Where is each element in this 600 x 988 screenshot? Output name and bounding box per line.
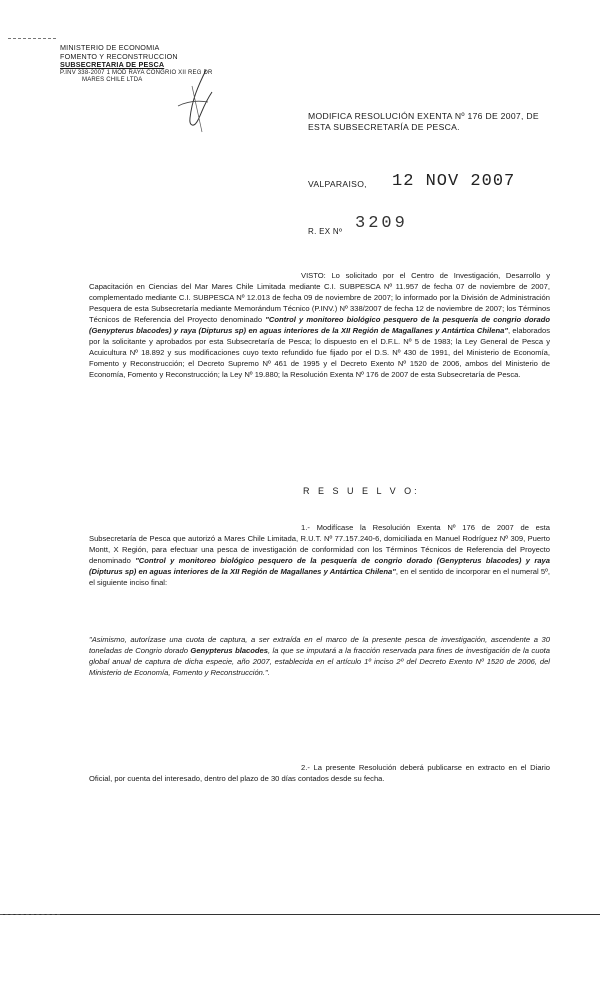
header-subsecretaria: SUBSECRETARIA DE PESCA [60,60,165,70]
quoted-clause [89,634,550,678]
resuelvo-heading: R E S U E L V O: [303,486,420,496]
quote-species: Genypterus blacodes [190,646,268,655]
visto-paragraph [89,270,550,380]
header-fomento: FOMENTO Y RECONSTRUCCION [60,51,178,61]
header-ministry: MINISTERIO DE ECONOMIA [60,43,160,52]
visto-intro: VISTO: Lo solicitado por el Centro de Investigación, Desarrollo y Capacitación en Ciencias del Mar Mares Chile Limitada mediante C.I. SUBPESCA Nº 11.957 de fecha 07 de noviembre de 2007, complementado mediante C.I. SUBPESCA Nº 12.013 de fecha 09 de noviembre de 2007; lo informado por la División de Administración Pesquera de esta Subsecretaría mediante Memorándum Técnico (P.INV.) Nº 338/2007 de fecha 12 de noviembre de 2007; los Términos Técnicos de Referencia del Proyecto denominado [89,271,550,324]
footer-divider [0,914,600,915]
visto-rest: , elaborados por la solicitante y aprobados por esta Subsecretaría de Pesca; lo dispuesto en el D.F.L. Nº 5 de 1983; la Ley General de Pesca y Acuicultura Nº 18.892 y sus modificaciones cuyo texto refundido fue fijado por el D.S. Nº 430 de 1991, del Ministerio de Economía, Fomento y Reconstrucción; el Decreto Supremo Nº 461 de 1995 y el Decreto Exento Nº 1520 de 2006, ambos del Ministerio de Economía, Fomento y Reconstrucción; la Ley Nº 19.880; la Resolución Exenta Nº 176 de 2007 de esta Subsecretaría de Pesca. [89,326,551,379]
quote-part-c: , la que se imputará a la fracción reservada para fines de investigación de la cuota global anual de captura de dicha especie, año 2007, establecida en el artículo 1º inciso 2º del Decreto Exento Nº 1520 de 2006, del Ministerio de Economía, Fomento y Reconstrucción.". [89,646,550,677]
footer-dash [0,914,60,915]
place: VALPARAISO, [308,179,367,189]
article-1-project: "Control y monitoreo biológico pesquero de la pesquería de congrio dorado (Genypterus blacodes) y raya (Dipturus sp) en aguas interiores de la XII Región de Magallanes y Antártica Chilena" [89,556,550,576]
rex-label: R. EX Nº [308,227,343,236]
visto-project: "Control y monitoreo biológico pesquero de la pesquería de congrio dorado (Genypterus blacodes) y raya (Dipturus sp) en aguas interiores de la XII Región de Magallanes y Antártica Chilena" [89,315,550,335]
rex-number: 3209 [355,214,408,233]
header-reference: P.INV 338-2007 1 MOD RAYA CONGRIO XII REG DR [60,69,213,76]
article-1-intro: 1.- Modifícase la Resolución Exenta Nº 176 de 2007 de esta Subsecretaría de Pesca que autorizó a Mares Chile Limitada, R.U.T. Nº 77.157.240-6, domiciliada en Manuel Rodríguez Nº 309, Puerto Montt, X Región, para efectuar una pesca de investigación de conformidad con los Términos Técnicos de Referencia del Proyecto denominado [89,523,550,565]
resolution-subject: MODIFICA RESOLUCIÓN EXENTA Nº 176 DE 2007, DE ESTA SUBSECRETARÍA DE PESCA. [308,111,539,132]
article-2: 2.- La presente Resolución deberá publicarse en extracto en el Diario Oficial, por cuenta del interesado, dentro del plazo de 30 días contados desde su fecha. [89,763,550,783]
article-1 [89,522,550,588]
quote-part-a: "Asimismo, autorízase una cuota de captura, a ser extraída en el marco de la presente pesca de investigación, ascendente a 30 toneladas de Congrio dorado [89,635,550,655]
signature-icon [168,66,224,138]
header-company: MARES CHILE LTDA [82,76,143,83]
date-stamp: 12 NOV 2007 [392,172,516,191]
scan-mark [8,38,56,41]
article-1-rest: , en el sentido de incorporar en el numeral 5º, el siguiente inciso final: [89,567,551,587]
